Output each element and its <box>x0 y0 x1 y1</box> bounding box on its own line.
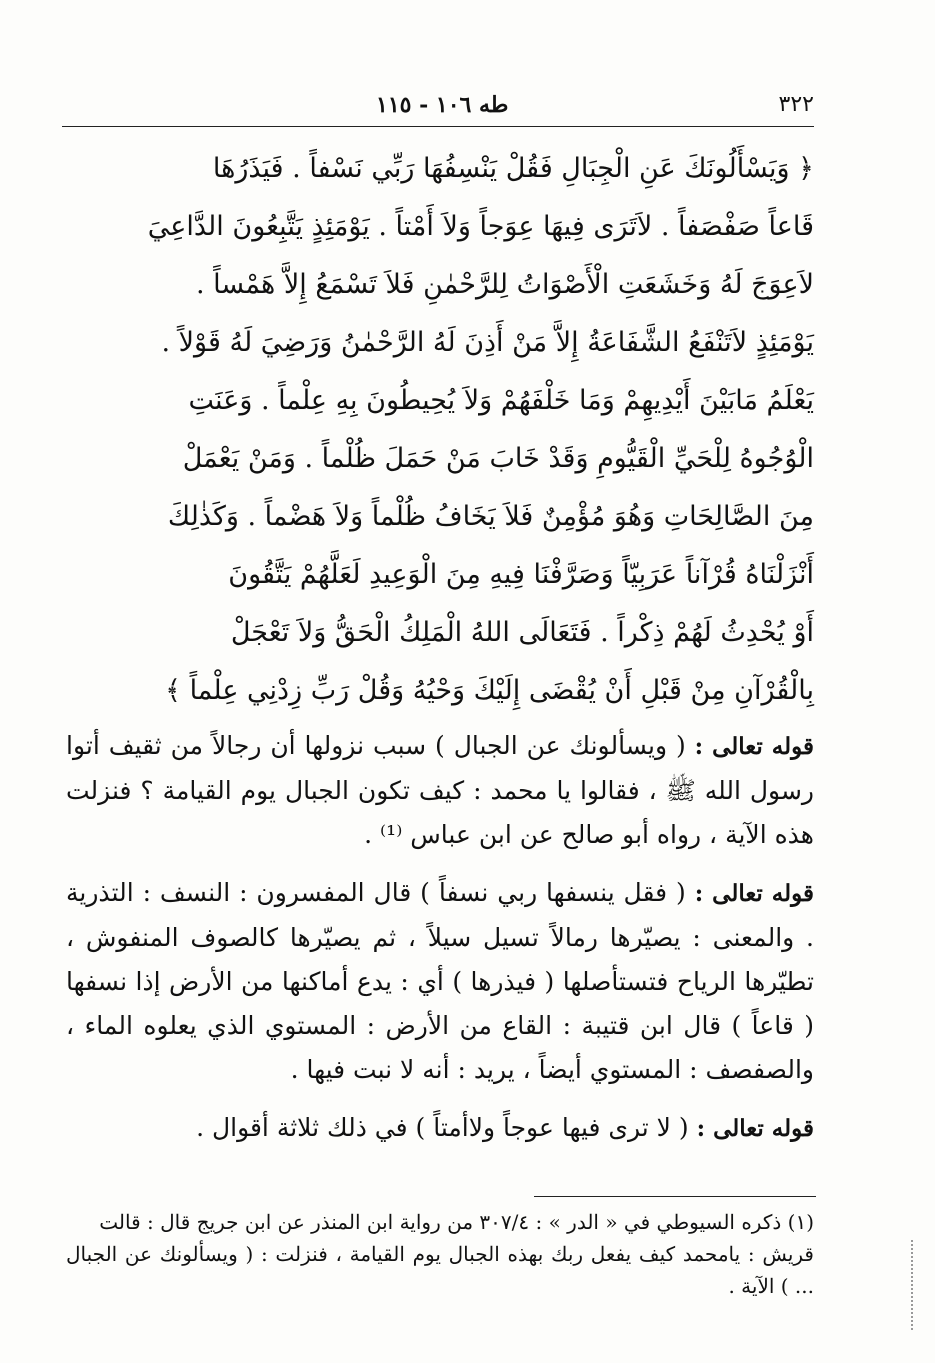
verse-line: قَاعاً صَفْصَفاً . لاَتَرَى فِيهَا عِوَجاً وَلاَ أَمْتاً . يَوْمَئِذٍ يَتَّبِعُونَ الدَّاعِيَ <box>147 211 814 242</box>
page-body <box>66 140 814 1165</box>
verse-line: يَوْمَئِذٍ لاَتَنْفَعُ الشَّفَاعَةُ إِلاَّ مَنْ أَذِنَ لَهُ الرَّحْمٰنُ وَرَضِيَ لَهُ قَوْلاً . <box>161 327 814 358</box>
running-head: طه ١٠٦ - ١١٥ <box>376 92 509 118</box>
footnotes <box>66 1206 814 1302</box>
paragraph-label: قوله تعالى : <box>694 880 815 907</box>
paragraph-text: ( فقل ينسفها ربي نسفاً ) قال المفسرون : النسف : التذرية . والمعنى : يصيّرها رمالاً تسيل سيلاً ، ثم يصيّرها كالصوف المنفوش ، تطيّرها الرياح فتستأصلها ( فيذرها ) أي : يدع أماكنها من الأرض إذا نسفها ( قاعاً ) قال ابن قتيبة : القاع من الأرض : المستوي الذي يعلوه الماء ، والصفصف : المستوي أيضاً ، يريد : أنه لا نبت فيها . <box>66 878 814 1084</box>
verse-line: يَعْلَمُ مَابَيْنَ أَيْدِيهِمْ وَمَا خَلْفَهُمْ وَلاَ يُحِيطُونَ بِهِ عِلْماً . وَعَنَتِ <box>188 385 814 416</box>
footnote-rule <box>534 1196 816 1197</box>
verse-line: ﴿ وَيَسْأَلُونَكَ عَنِ الْجِبَالِ فَقُلْ يَنْسِفُهَا رَبِّي نَسْفاً . فَيَذَرُهَا <box>212 153 814 184</box>
paragraph-label: قوله تعالى : <box>694 733 814 760</box>
commentary-paragraph <box>66 871 814 1092</box>
verse-line: أَنْزَلْنَاهُ قُرْآناً عَرَبِيّاً وَصَرَّفْنَا فِيهِ مِنَ الْوَعِيدِ لَعَلَّهُمْ يَتَّقُونَ <box>228 559 814 590</box>
verse-line: مِنَ الصَّالِحَاتِ وَهُوَ مُؤْمِنٌ فَلاَ يَخَافُ ظُلْماً وَلاَ هَضْماً . وَكَذٰلِكَ <box>167 501 814 532</box>
paragraph-label: قوله تعالى : <box>696 1115 814 1142</box>
verse-line: أَوْ يُحْدِثُ لَهُمْ ذِكْراً . فَتَعَالَى اللهُ الْمَلِكُ الْحَقُّ وَلاَ تَعْجَلْ <box>230 617 814 648</box>
verse-line: بِالْقُرْآنِ مِنْ قَبْلِ أَنْ يُقْضَى إِلَيْكَ وَحْيُهُ وَقُلْ رَبِّ زِدْنِي عِلْماً ﴾ <box>165 675 814 706</box>
paragraph-text: ( لا ترى فيها عوجاً ولاأمتاً ) في ذلك ثلاثة أقوال . <box>196 1113 689 1142</box>
verse-line: الْوُجُوهُ لِلْحَيِّ الْقَيُّومِ وَقَدْ خَابَ مَنْ حَمَلَ ظُلْماً . وَمَنْ يَعْمَلْ <box>182 443 814 474</box>
page-number: ٣٢٢ <box>778 92 814 117</box>
footnote-line: قريش : يامحمد كيف يفعل ربك بهذه الجبال يوم القيامة ، فنزلت : ( ويسألونك عن الجبال ... ) الآية . <box>66 1242 814 1298</box>
page-header <box>66 92 814 122</box>
paragraph-text: ( ويسألونك عن الجبال ) سبب نزولها أن رجالاً من ثقيف أتوا رسول الله ﷺ ، فقالوا يا محمد : كيف تكون الجبال يوم القيامة ؟ فنزلت هذه الآية ، رواه أبو صالح عن ابن عباس ⁽¹⁾ . <box>66 731 814 849</box>
commentary <box>66 724 814 1151</box>
header-rule <box>62 126 814 127</box>
commentary-paragraph <box>66 724 814 857</box>
commentary-paragraph <box>66 1106 814 1151</box>
margin-dots <box>905 1240 913 1330</box>
verse-line: لاَعِوَجَ لَهُ وَخَشَعَتِ الْأَصْوَاتُ لِلرَّحْمٰنِ فَلاَ تَسْمَعُ إِلاَّ هَمْساً . <box>195 269 814 300</box>
footnote-line: (١) ذكره السيوطي في « الدر » : ٣٠٧/٤ من رواية ابن المنذر عن ابن جريج قال : قالت <box>99 1210 814 1234</box>
quran-verses <box>66 140 814 720</box>
